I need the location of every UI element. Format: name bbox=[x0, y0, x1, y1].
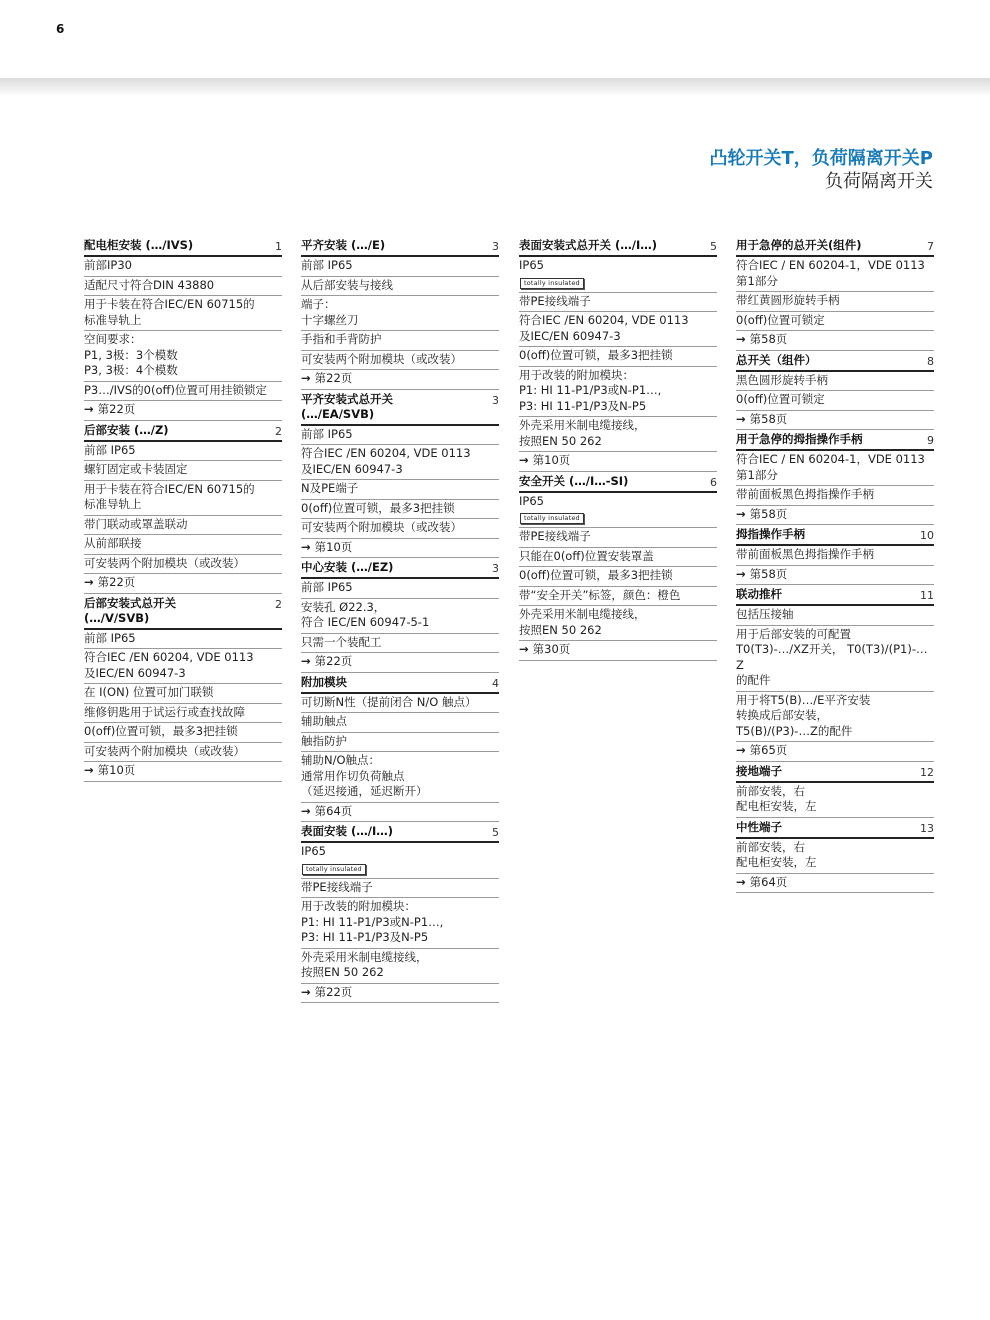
section-header bbox=[301, 673, 499, 694]
spec-text: 用于改装的附加模块： P1: HI 11-P1/P3或N-P1…, P3: HI 11-P1/P3及N-P5 bbox=[519, 367, 662, 413]
spec-item bbox=[519, 606, 717, 641]
page-reference-link[interactable] bbox=[301, 803, 499, 823]
spec-text: 带前面板黑色拇指操作手柄 bbox=[736, 547, 874, 561]
spec-item bbox=[84, 684, 282, 704]
spec-item bbox=[519, 367, 717, 418]
spec-text: 只能在0(off)位置安装罩盖 bbox=[519, 548, 654, 563]
section-title: 联动推杆 bbox=[736, 587, 782, 601]
spec-item bbox=[736, 839, 934, 874]
section-number: 12 bbox=[920, 765, 934, 779]
spec-text: 从后部安装与接线 bbox=[301, 277, 393, 292]
column-1 bbox=[84, 236, 282, 782]
spec-item bbox=[301, 843, 499, 879]
section-number: 7 bbox=[927, 240, 934, 253]
spec-text: 用于卡装在符合IEC/EN 60715的 标准导轨上 bbox=[84, 297, 255, 327]
spec-item bbox=[84, 704, 282, 724]
page-reference-label: 第58页 bbox=[749, 566, 788, 581]
page-reference-label: 第10页 bbox=[532, 453, 571, 467]
page-reference-label: 第10页 bbox=[97, 763, 136, 777]
spec-text: 可安装两个附加模块（或改装） bbox=[84, 743, 245, 758]
spec-text: 符合IEC / EN 60204-1，VDE 0113 第1部分 bbox=[736, 258, 925, 288]
spec-item bbox=[84, 723, 282, 743]
spec-item bbox=[301, 634, 499, 654]
spec-item bbox=[519, 257, 717, 293]
page-reference-link[interactable] bbox=[519, 641, 717, 661]
spec-item bbox=[519, 347, 717, 367]
spec-item bbox=[736, 606, 934, 626]
section-title: 表面安装 (…/I…) bbox=[301, 824, 393, 838]
spec-item bbox=[301, 733, 499, 753]
spec-item bbox=[519, 567, 717, 587]
spec-item bbox=[301, 713, 499, 733]
page-reference-link[interactable] bbox=[736, 506, 934, 526]
spec-text: 可切断N性（提前闭合 N/O 触点） bbox=[301, 694, 477, 709]
page-reference-label: 第58页 bbox=[749, 506, 788, 521]
spec-text: 在 I(ON) 位置可加门联锁 bbox=[84, 685, 214, 699]
spec-item bbox=[301, 480, 499, 500]
spec-item bbox=[301, 500, 499, 520]
section-number: 11 bbox=[920, 589, 934, 602]
spec-text: 前部 IP65 bbox=[84, 442, 136, 457]
spec-item bbox=[301, 519, 499, 539]
section-header bbox=[736, 351, 934, 372]
spec-text: 辅助触点 bbox=[301, 714, 347, 728]
spec-item bbox=[736, 312, 934, 332]
section-title: 配电柜安装 (…/IVS) bbox=[84, 238, 194, 252]
spec-item bbox=[519, 528, 717, 548]
page-reference-link[interactable] bbox=[301, 653, 499, 673]
spec-text: 0(off)位置可锁，最多3把挂锁 bbox=[519, 348, 673, 362]
page-reference-link[interactable] bbox=[736, 566, 934, 586]
section-number: 13 bbox=[920, 821, 934, 835]
totally-insulated-badge: totally insulated bbox=[520, 278, 584, 289]
spec-text: 符合IEC /EN 60204, VDE 0113 及IEC/EN 60947-3 bbox=[84, 650, 254, 680]
spec-text: 黑色圆形旋转手柄 bbox=[736, 372, 828, 387]
spec-text: 包括压接轴 bbox=[736, 607, 794, 621]
main-title: 凸轮开关T，负荷隔离开关P bbox=[709, 148, 933, 169]
spec-item bbox=[736, 257, 934, 292]
spec-item bbox=[736, 486, 934, 506]
spec-item bbox=[84, 649, 282, 684]
totally-insulated-badge: totally insulated bbox=[302, 864, 366, 875]
spec-text: 前部 IP65 bbox=[84, 630, 136, 645]
spec-text: P3…/IVS的0(off)位置可用挂锁锁定 bbox=[84, 382, 267, 397]
spec-item bbox=[301, 949, 499, 984]
spec-text: 带PE接线端子 bbox=[519, 529, 591, 543]
spec-text: 前部 IP65 bbox=[301, 258, 353, 272]
spec-text: 0(off)位置可锁，最多3把挂锁 bbox=[84, 724, 238, 738]
spec-item bbox=[519, 417, 717, 452]
spec-item bbox=[519, 293, 717, 313]
spec-text: 维修钥匙用于试运行或查找故障 bbox=[84, 704, 245, 719]
column-3 bbox=[519, 236, 717, 661]
spec-text: 0(off)位置可锁定 bbox=[736, 392, 825, 406]
spec-text: 带PE接线端子 bbox=[519, 293, 591, 308]
spec-item bbox=[84, 277, 282, 297]
spec-text: 从前部联接 bbox=[84, 536, 142, 550]
spec-text: 螺钉固定或卡装固定 bbox=[84, 462, 188, 476]
column-4 bbox=[736, 236, 934, 893]
page-reference-link[interactable] bbox=[301, 370, 499, 390]
spec-item bbox=[519, 312, 717, 347]
spec-item bbox=[301, 445, 499, 480]
arrow-right-icon: → bbox=[301, 539, 311, 554]
spec-text: 前部IP30 bbox=[84, 258, 132, 272]
spec-text: 用于改装的附加模块： P1: HI 11-P1/P3或N-P1…, P3: HI 11-P1/P3及N-P5 bbox=[301, 899, 444, 944]
spec-text: 用于将T5(B)…/E平齐安装 转换成后部安装， T5(B)/(P3)-…Z的配件 bbox=[736, 692, 871, 738]
section-title: 后部安装式总开关 (…/V/SVB) bbox=[84, 595, 176, 625]
page-reference-link[interactable] bbox=[84, 762, 282, 782]
spec-text: 带“安全开关”标签，颜色：橙色 bbox=[519, 587, 681, 602]
spec-item bbox=[519, 548, 717, 568]
arrow-right-icon: → bbox=[519, 642, 529, 656]
spec-item bbox=[736, 783, 934, 818]
page-reference-label: 第10页 bbox=[314, 539, 353, 554]
section-title: 中心安装 (…/EZ) bbox=[301, 560, 394, 574]
spec-item bbox=[84, 331, 282, 382]
spec-text: 前部 IP65 bbox=[301, 580, 353, 594]
section-title: 表面安装式总开关 (…/I…) bbox=[519, 238, 657, 252]
page-reference-link[interactable] bbox=[301, 984, 499, 1004]
arrow-right-icon: → bbox=[84, 763, 94, 777]
arrow-right-icon: → bbox=[736, 874, 746, 889]
page-reference-link[interactable] bbox=[84, 574, 282, 594]
section-title: 拇指操作手柄 bbox=[736, 527, 805, 541]
arrow-right-icon: → bbox=[301, 654, 311, 668]
page-reference-label: 第64页 bbox=[314, 803, 353, 818]
arrow-right-icon: → bbox=[736, 411, 746, 426]
spec-item bbox=[301, 898, 499, 949]
spec-text: N及PE端子 bbox=[301, 481, 359, 495]
spec-item bbox=[84, 555, 282, 575]
spec-item bbox=[301, 879, 499, 899]
section-number: 10 bbox=[920, 529, 934, 542]
section-header bbox=[736, 762, 934, 783]
spec-text: 手指和手背防护 bbox=[301, 332, 382, 346]
section-number: 3 bbox=[492, 240, 499, 253]
page-reference-label: 第65页 bbox=[749, 743, 788, 757]
section-header bbox=[301, 236, 499, 257]
page-reference-link[interactable] bbox=[736, 742, 934, 762]
spec-text: 用于卡装在符合IEC/EN 60715的 标准导轨上 bbox=[84, 481, 255, 511]
section-number: 1 bbox=[275, 240, 282, 253]
spec-text: 0(off)位置可锁，最多3把挂锁 bbox=[301, 500, 455, 515]
spec-item bbox=[84, 461, 282, 481]
page-reference-link[interactable] bbox=[301, 539, 499, 559]
section-title: 用于急停的总开关(组件) bbox=[736, 238, 862, 252]
spec-item bbox=[736, 626, 934, 692]
sub-title: 负荷隔离开关 bbox=[825, 171, 933, 192]
section-header bbox=[301, 558, 499, 579]
totally-insulated-badge: totally insulated bbox=[520, 513, 584, 524]
arrow-right-icon: → bbox=[84, 402, 94, 416]
arrow-right-icon: → bbox=[301, 803, 311, 818]
spec-text: 前部 IP65 bbox=[301, 426, 353, 441]
spec-item bbox=[519, 587, 717, 607]
spec-item bbox=[301, 426, 499, 446]
spec-item bbox=[84, 516, 282, 536]
arrow-right-icon: → bbox=[736, 332, 746, 346]
arrow-right-icon: → bbox=[301, 371, 311, 385]
section-header bbox=[736, 236, 934, 257]
page-reference-link[interactable] bbox=[736, 331, 934, 351]
spec-item bbox=[736, 292, 934, 312]
spec-text: 辅助N/O触点： 通常用作切负荷触点 （延迟接通，延迟断开） bbox=[301, 753, 428, 798]
spec-item bbox=[301, 351, 499, 371]
spec-text: 空间要求： P1, 3极：3个模数 P3, 3极：4个模数 bbox=[84, 332, 178, 377]
section-header bbox=[736, 430, 934, 451]
section-number: 6 bbox=[710, 475, 717, 489]
section-number: 4 bbox=[492, 676, 499, 690]
arrow-right-icon: → bbox=[301, 984, 311, 999]
spec-text: 可安装两个附加模块（或改装） bbox=[84, 555, 245, 570]
spec-item bbox=[301, 296, 499, 331]
section-number: 2 bbox=[275, 424, 282, 438]
page-reference-label: 第22页 bbox=[97, 402, 136, 416]
page-reference-label: 第22页 bbox=[97, 575, 136, 589]
section-header bbox=[301, 390, 499, 426]
arrow-right-icon: → bbox=[736, 743, 746, 757]
header-band bbox=[0, 78, 990, 96]
page-reference-link[interactable] bbox=[736, 411, 934, 431]
page-reference-link[interactable] bbox=[736, 874, 934, 894]
page-number: 6 bbox=[56, 22, 65, 36]
spec-text: 只需一个装配工 bbox=[301, 634, 382, 649]
section-title: 平齐安装 (…/E) bbox=[301, 238, 386, 252]
spec-item bbox=[84, 296, 282, 331]
section-title: 安全开关 (…/I…-SI) bbox=[519, 473, 629, 488]
spec-text: 端子： 十字螺丝刀 bbox=[301, 297, 359, 327]
spec-item bbox=[301, 277, 499, 297]
section-title: 平齐安装式总开关 (…/EA/SVB) bbox=[301, 391, 393, 421]
spec-text: 带前面板黑色拇指操作手柄 bbox=[736, 487, 874, 501]
spec-text: 符合IEC /EN 60204, VDE 0113 及IEC/EN 60947-3 bbox=[519, 313, 689, 343]
section-header bbox=[301, 822, 499, 843]
spec-item bbox=[84, 442, 282, 462]
page-reference-label: 第64页 bbox=[749, 874, 788, 889]
spec-text: 前部安装，右 配电柜安装，左 bbox=[736, 839, 817, 869]
section-title: 附加模块 bbox=[301, 674, 347, 689]
section-number: 8 bbox=[927, 354, 934, 368]
spec-item bbox=[301, 599, 499, 634]
section-title: 接地端子 bbox=[736, 763, 782, 778]
spec-text: 符合IEC / EN 60204-1，VDE 0113 第1部分 bbox=[736, 452, 925, 482]
spec-text: 安装孔 Ø22.3， 符合 IEC/EN 60947-5-1 bbox=[301, 599, 430, 629]
section-header bbox=[736, 525, 934, 546]
section-title: 总开关（组件） bbox=[736, 352, 817, 367]
spec-item bbox=[84, 535, 282, 555]
page-reference-link[interactable] bbox=[84, 401, 282, 421]
spec-text: 0(off)位置可锁，最多3把挂锁 bbox=[519, 568, 673, 582]
spec-text: 符合IEC /EN 60204, VDE 0113 及IEC/EN 60947-3 bbox=[301, 446, 471, 476]
spec-text: 可安装两个附加模块（或改装） bbox=[301, 351, 462, 366]
page-reference-label: 第22页 bbox=[314, 371, 353, 385]
spec-item bbox=[519, 493, 717, 529]
section-number: 5 bbox=[492, 826, 499, 839]
spec-text: 用于后部安装的可配置 T0(T3)-…/XZ开关， T0(T3)/(P1)-…Z 的配件 bbox=[736, 626, 928, 687]
spec-text: 适配尺寸符合DIN 43880 bbox=[84, 277, 215, 292]
section-title: 用于急停的拇指操作手柄 bbox=[736, 432, 863, 446]
spec-item bbox=[84, 481, 282, 516]
arrow-right-icon: → bbox=[84, 575, 94, 589]
spec-text: IP65 bbox=[301, 844, 326, 858]
spec-text: 可安装两个附加模块（或改装） bbox=[301, 520, 462, 534]
page-reference-label: 第58页 bbox=[749, 332, 788, 346]
section-header bbox=[84, 594, 282, 630]
section-number: 5 bbox=[710, 240, 717, 253]
spec-item bbox=[301, 579, 499, 599]
spec-item bbox=[736, 372, 934, 392]
spec-text: 外壳采用米制电缆接线， 按照EN 50 262 bbox=[519, 607, 646, 637]
section-number: 3 bbox=[492, 562, 499, 575]
section-header bbox=[736, 585, 934, 606]
spec-text: 带门联动或罩盖联动 bbox=[84, 516, 188, 531]
spec-item bbox=[301, 752, 499, 803]
page-reference-label: 第30页 bbox=[532, 642, 571, 656]
page-reference-label: 第58页 bbox=[749, 411, 788, 426]
spec-item bbox=[736, 692, 934, 743]
arrow-right-icon: → bbox=[519, 453, 529, 467]
arrow-right-icon: → bbox=[736, 506, 746, 521]
section-number: 2 bbox=[275, 597, 282, 611]
spec-item bbox=[301, 694, 499, 714]
spec-text: 带PE接线端子 bbox=[301, 879, 373, 894]
page-reference-label: 第22页 bbox=[314, 984, 353, 999]
title-block bbox=[710, 148, 933, 194]
spec-text: 0(off)位置可锁定 bbox=[736, 312, 825, 327]
section-header bbox=[84, 236, 282, 257]
section-header bbox=[519, 472, 717, 493]
arrow-right-icon: → bbox=[736, 566, 746, 581]
section-header bbox=[736, 818, 934, 839]
spec-item bbox=[736, 451, 934, 486]
section-title: 后部安装 (…/Z) bbox=[84, 422, 169, 437]
section-number: 3 bbox=[492, 393, 499, 407]
spec-text: 前部安装，右 配电柜安装，左 bbox=[736, 783, 817, 813]
spec-item bbox=[84, 743, 282, 763]
spec-item bbox=[301, 257, 499, 277]
section-title: 中性端子 bbox=[736, 819, 782, 834]
spec-text: 带红黄圆形旋转手柄 bbox=[736, 293, 840, 307]
spec-text: IP65 bbox=[519, 493, 544, 508]
spec-item bbox=[301, 331, 499, 351]
section-number: 9 bbox=[927, 434, 934, 447]
spec-item bbox=[736, 546, 934, 566]
page-reference-label: 第22页 bbox=[314, 654, 353, 668]
spec-text: 触指防护 bbox=[301, 733, 347, 748]
spec-item bbox=[736, 391, 934, 411]
column-2 bbox=[301, 236, 499, 1003]
spec-text: 外壳采用米制电缆接线， 按照EN 50 262 bbox=[519, 418, 646, 448]
section-header bbox=[84, 421, 282, 442]
spec-item bbox=[84, 630, 282, 650]
spec-item bbox=[84, 382, 282, 402]
page-reference-link[interactable] bbox=[519, 452, 717, 472]
section-header bbox=[519, 236, 717, 257]
spec-text: IP65 bbox=[519, 258, 544, 272]
spec-item bbox=[84, 257, 282, 277]
spec-text: 外壳采用米制电缆接线， 按照EN 50 262 bbox=[301, 949, 428, 979]
